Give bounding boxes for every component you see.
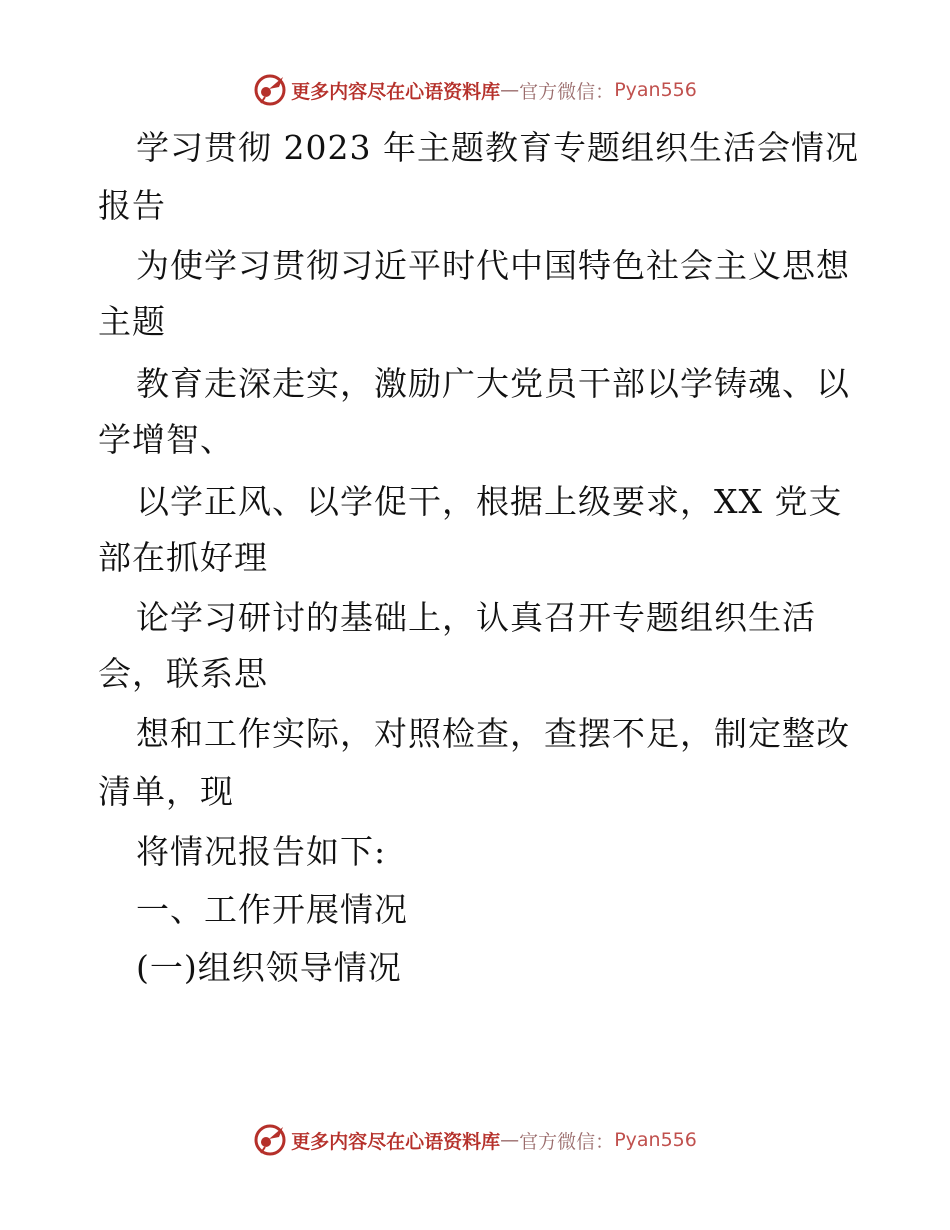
subsection-heading: (一)组织领导情况 xyxy=(136,948,402,987)
paragraph-line: 论学习研讨的基础上，认真召开专题组织生活 xyxy=(136,598,816,637)
footer-watermark xyxy=(0,1120,950,1160)
paragraph-line: 以学正风、以学促干，根据上级要求，XX 党支 xyxy=(136,482,843,521)
paragraph-line: 将情况报告如下: xyxy=(136,832,387,871)
header-watermark xyxy=(0,70,950,110)
watermark-brand: 更多内容尽在心语资料库 xyxy=(291,1130,501,1153)
document-title-line-2: 报告 xyxy=(98,186,166,225)
section-heading: 一、工作开展情况 xyxy=(136,890,408,929)
quill-logo-icon xyxy=(253,1123,287,1157)
paragraph-line: 为使学习贯彻习近平时代中国特色社会主义思想 xyxy=(136,246,850,285)
watermark-wechat-id: Pyan556 xyxy=(614,79,697,101)
paragraph-line: 部在抓好理 xyxy=(98,538,268,577)
paragraph-line: 会，联系思 xyxy=(98,654,268,693)
watermark-contact: 官方微信： xyxy=(519,1130,615,1153)
paragraph-line: 清单，现 xyxy=(98,772,234,811)
watermark-contact: 官方微信： xyxy=(519,80,615,103)
paragraph-line: 学增智、 xyxy=(98,420,234,459)
watermark-separator: — xyxy=(500,1129,520,1151)
paragraph-line: 教育走深走实，激励广大党员干部以学铸魂、以 xyxy=(136,364,850,403)
quill-logo-icon xyxy=(253,73,287,107)
document-title-line-1: 学习贯彻 2023 年主题教育专题组织生活会情况 xyxy=(136,128,859,167)
watermark-wechat-id: Pyan556 xyxy=(614,1129,697,1151)
paragraph-line: 主题 xyxy=(98,302,166,341)
paragraph-line: 想和工作实际，对照检查，查摆不足，制定整改 xyxy=(136,714,850,753)
watermark-brand: 更多内容尽在心语资料库 xyxy=(291,80,501,103)
watermark-separator: — xyxy=(500,79,520,101)
